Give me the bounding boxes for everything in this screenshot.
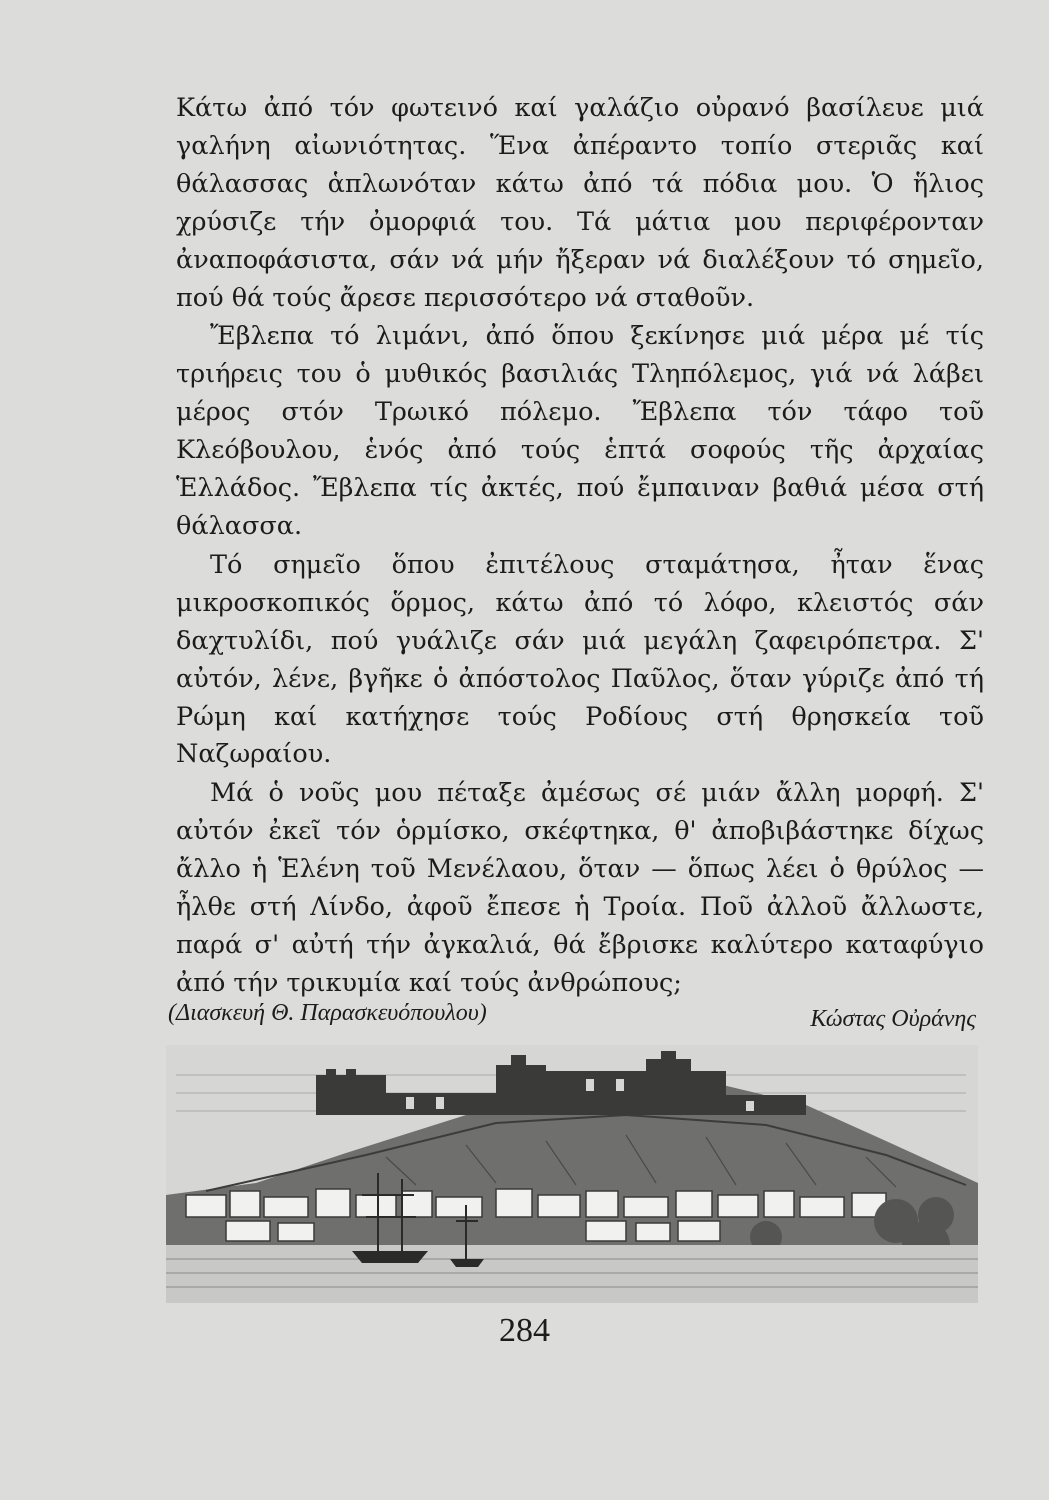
paragraph-1: Κάτω ἀπό τόν φωτεινό καί γαλάζιο οὐρανό βασίλευε μιά γαλήνη αἰωνιότητας. Ἕνα ἀπέραντο τοπίο στεριᾶς καί θάλασσας ἁπλωνόταν κάτω ἀπό τά πόδια μου. Ὁ ἥλιος χρύσιζε τήν ὀμορφιά του. Τά μάτια μου περιφέρονταν ἀναποφάσιστα, σάν νά μήν ἤξεραν νά διαλέξουν τό σημεῖο, πού θά τούς ἄρεσε περισσότερο νά σταθοῦν. [176,93,984,313]
page-number: 284 [499,1312,550,1349]
paragraph-4: Μά ὁ νοῦς μου πέταξε ἀμέσως σέ μιάν ἄλλη μορφή. Σ' αὐτόν ἐκεῖ τόν ὁρμίσκο, σκέφτηκα, θ' ἀποβιβάστηκε δίχως ἄλλο ἡ Ἑλένη τοῦ Μενέλαου, ὅταν — ὅπως λέει ὁ θρύλος — ἦλθε στή Λίνδο, ἀφοῦ ἔπεσε ἡ Τροία. Ποῦ ἀλλοῦ ἄλλωστε, παρά σ' αὐτή τήν ἀγκαλιά, θά ἔβρισκε καλύτερο καταφύγιο ἀπό τήν τρικυμία καί τούς ἀνθρώπους; [176,778,984,998]
adaptation-credit: (Διασκευή Θ. Παρασκευόπουλου) [168,1000,487,1026]
author-credit: Κώστας Οὐράνης [810,1006,976,1032]
main-text [176,90,984,1003]
credits-line [168,1000,976,1040]
paragraph-2: Ἔβλεπα τό λιμάνι, ἀπό ὅπου ξεκίνησε μιά μέρα μέ τίς τριήρεις του ὁ μυθικός βασιλιάς Τληπόλεμος, γιά νά λάβει μέρος στόν Τρωικό πόλεμο. Ἔβλεπα τόν τάφο τοῦ Κλεόβουλου, ἑνός ἀπό τούς ἑπτά σοφούς τῆς ἀρχαίας Ἑλλάδος. Ἔβλεπα τίς ἀκτές, πού ἔμπαιναν βαθιά μέσα στή θάλασσα. [176,321,984,541]
lindos-acropolis-illustration [166,1045,978,1303]
paragraph-3: Τό σημεῖο ὅπου ἐπιτέλους σταμάτησα, ἦταν ἕνας μικροσκοπικός ὅρμος, κάτω ἀπό τό λόφο, κλειστός σάν δαχτυλίδι, πού γυάλιζε σάν μιά μεγάλη ζαφειρόπετρα. Σ' αὐτόν, λένε, βγῆκε ὁ ἀπόστολος Παῦλος, ὅταν γύριζε ἀπό τή Ρώμη καί κατήχησε τούς Ροδίους στή θρησκεία τοῦ Ναζωραίου. [176,549,984,770]
